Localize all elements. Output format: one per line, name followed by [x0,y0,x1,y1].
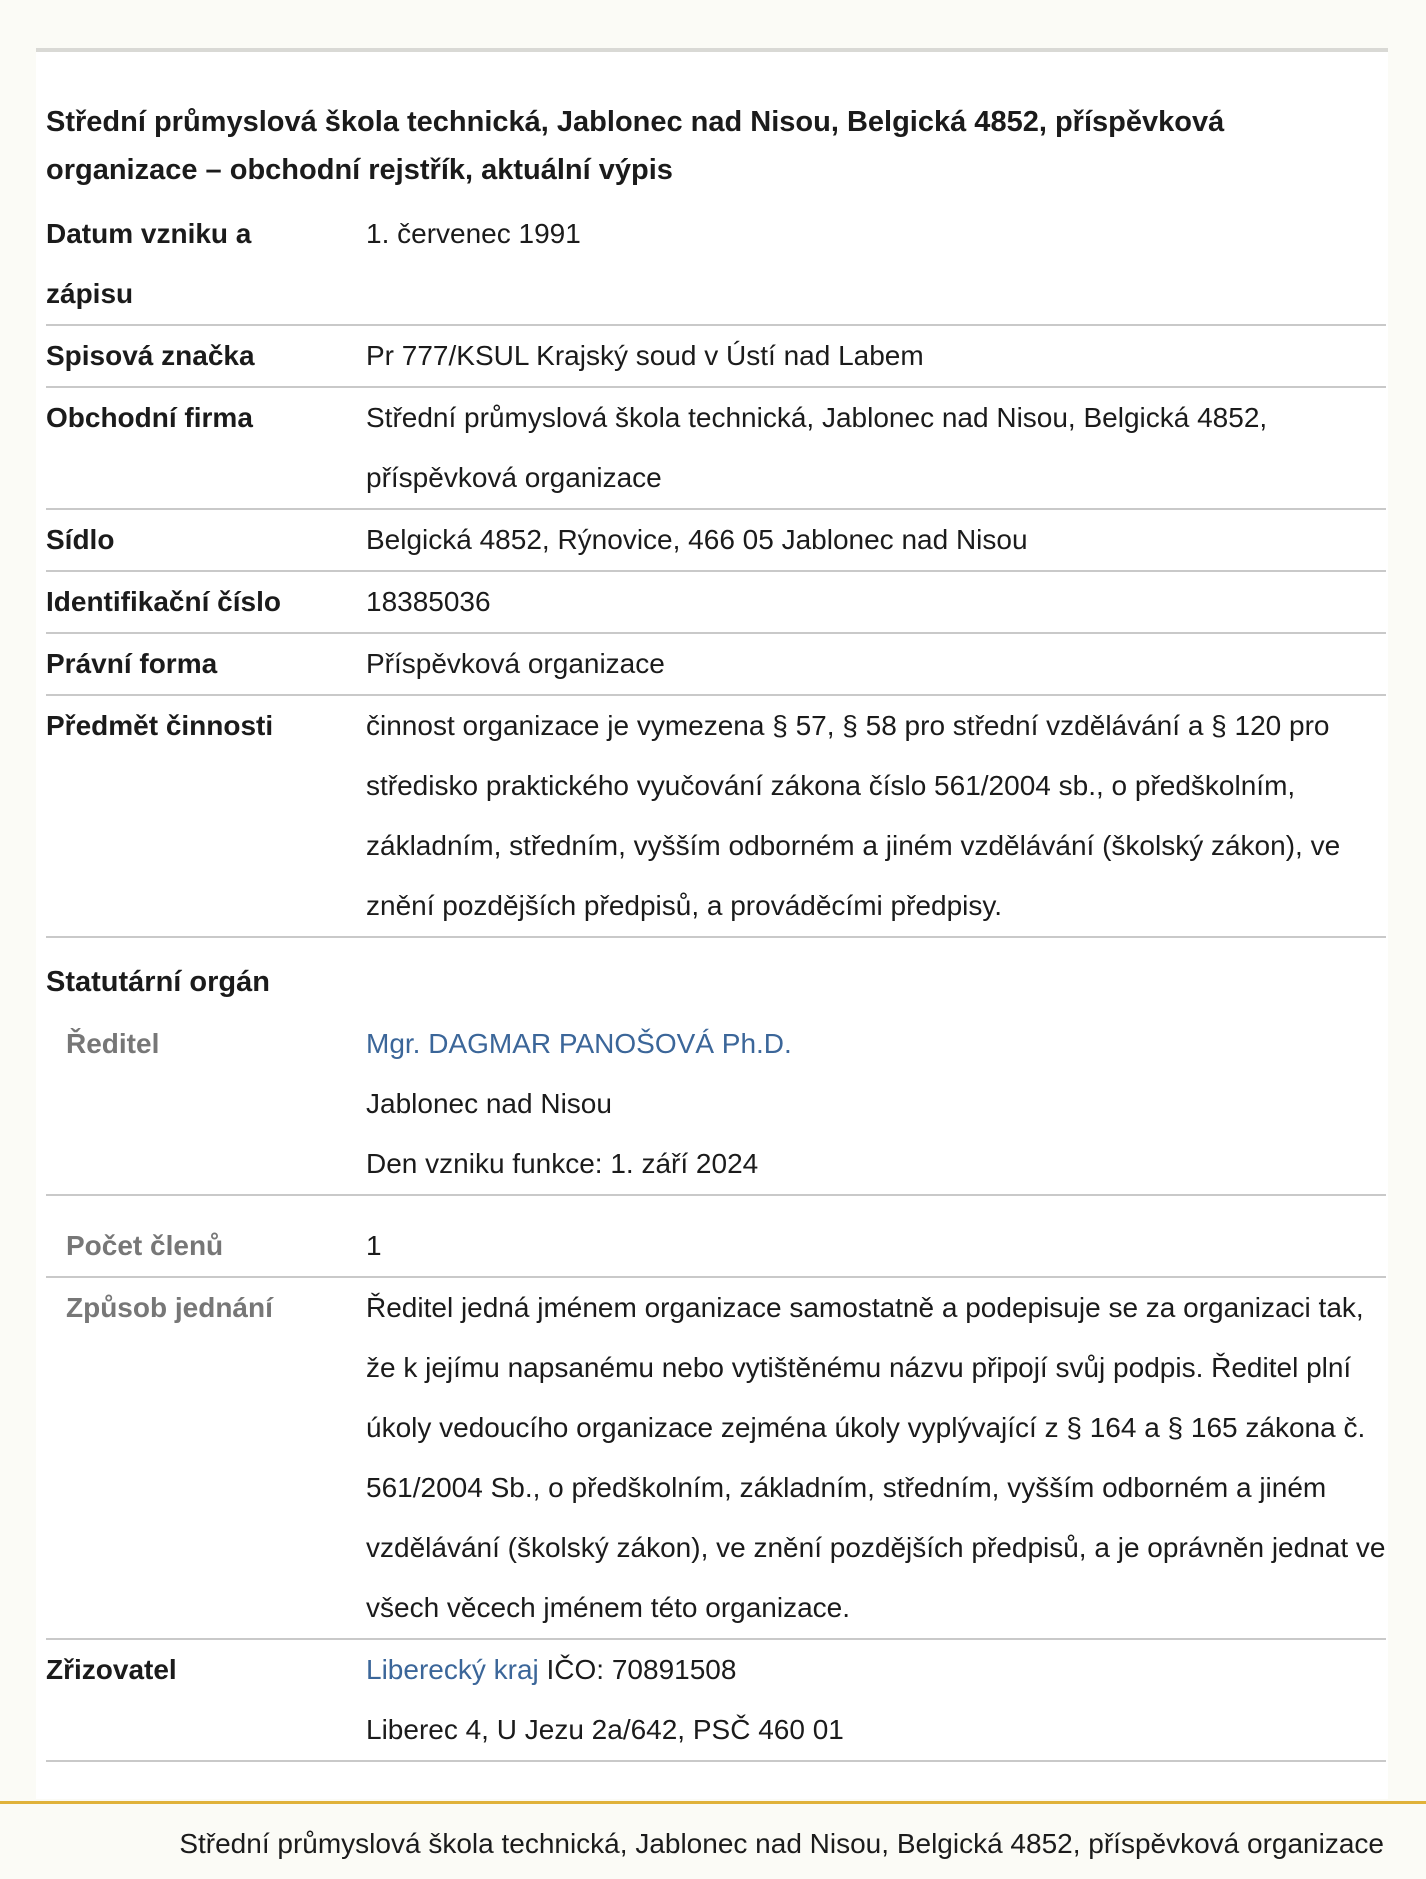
row-label: Spisová značka [46,340,255,371]
page-title: Střední průmyslová škola technická, Jablonec nad Nisou, Belgická 4852, příspěvková organizace – obchodní rejstřík, aktuální výpis [46,106,1225,186]
row-value: Ředitel jedná jménem organizace samostatně a podepisuje se za organizaci tak, že k jejímu napsanému nebo vytištěnému názvu připojí svůj podpis. Ředitel plní úkoly vedoucího organizace zejména úkoly vyplývající z § 164 a § 165 zákona č. 561/2004 Sb., o předškolním, základním, středním, vyšším odborném a jiném vzdělávání (školský zákon), ve znění pozdějších předpisů, a je oprávněn jednat ve všech věcech jménem této organizace. [366,1292,1386,1623]
row-sidlo [46,510,1386,572]
row-label: Sídlo [46,524,115,555]
row-value: Pr 777/KSUL Krajský soud v Ústí nad Labem [366,340,924,371]
row-obchodni-firma [46,388,1386,510]
row-zpusob-jednani [46,1278,1386,1640]
row-label: Ředitel [66,1028,160,1059]
row-value: 18385036 [366,586,491,617]
row-value [366,1640,1386,1760]
row-label: Datum vzniku a zápisu [46,218,252,309]
person-link[interactable]: Mgr. DAGMAR PANOŠOVÁ Ph.D. [366,1028,792,1059]
row-datum-vzniku [46,204,1386,326]
row-identifikacni-cislo [46,572,1386,634]
row-pocet-clenu [46,1216,1386,1278]
row-predmet-cinnosti [46,696,1386,938]
row-value: 1. červenec 1991 [366,218,581,249]
row-label: Předmět činnosti [46,710,274,741]
row-label: Obchodní firma [46,402,253,433]
row-value: 1 [366,1230,382,1261]
row-reditel [46,1014,1386,1196]
row-pravni-forma [46,634,1386,696]
row-value: Střední průmyslová škola technická, Jablonec nad Nisou, Belgická 4852, příspěvková organizace [366,402,1268,493]
row-zrizovatel [46,1640,1386,1762]
zrizovatel-ico: IČO: 70891508 [538,1654,737,1685]
row-spisova-znacka [46,326,1386,388]
row-label: Zřizovatel [46,1654,177,1685]
zrizovatel-link[interactable]: Liberecký kraj [366,1654,539,1685]
row-label: Počet členů [66,1230,224,1261]
row-label: Identifikační číslo [46,586,281,617]
row-value [366,1014,1386,1194]
zrizovatel-address: Liberec 4, U Jezu 2a/642, PSČ 460 01 [366,1714,844,1745]
row-label: Právní forma [46,648,218,679]
section-heading-statutarni-organ: Statutární orgán [46,966,270,998]
footer-text: Střední průmyslová škola technická, Jablonec nad Nisou, Belgická 4852, příspěvková organizace [179,1828,1384,1859]
person-since: Den vzniku funkce: 1. září 2024 [366,1148,759,1179]
row-value: činnost organizace je vymezena § 57, § 58 pro střední vzdělávání a § 120 pro středisko praktického vyučování zákona číslo 561/2004 sb., o předškolním, základním, středním, vyšším odborném a jiném vzdělávání (školský zákon), ve znění pozdějších předpisů, a prováděcími předpisy. [366,710,1341,921]
row-label: Způsob jednání [66,1292,273,1323]
row-value: Belgická 4852, Rýnovice, 466 05 Jablonec nad Nisou [366,524,1028,555]
row-value: Příspěvková organizace [366,648,665,679]
footer-bar [0,1801,1426,1879]
person-city: Jablonec nad Nisou [366,1088,612,1119]
register-card [36,48,1388,1799]
zrizovatel-line [366,1640,1386,1700]
